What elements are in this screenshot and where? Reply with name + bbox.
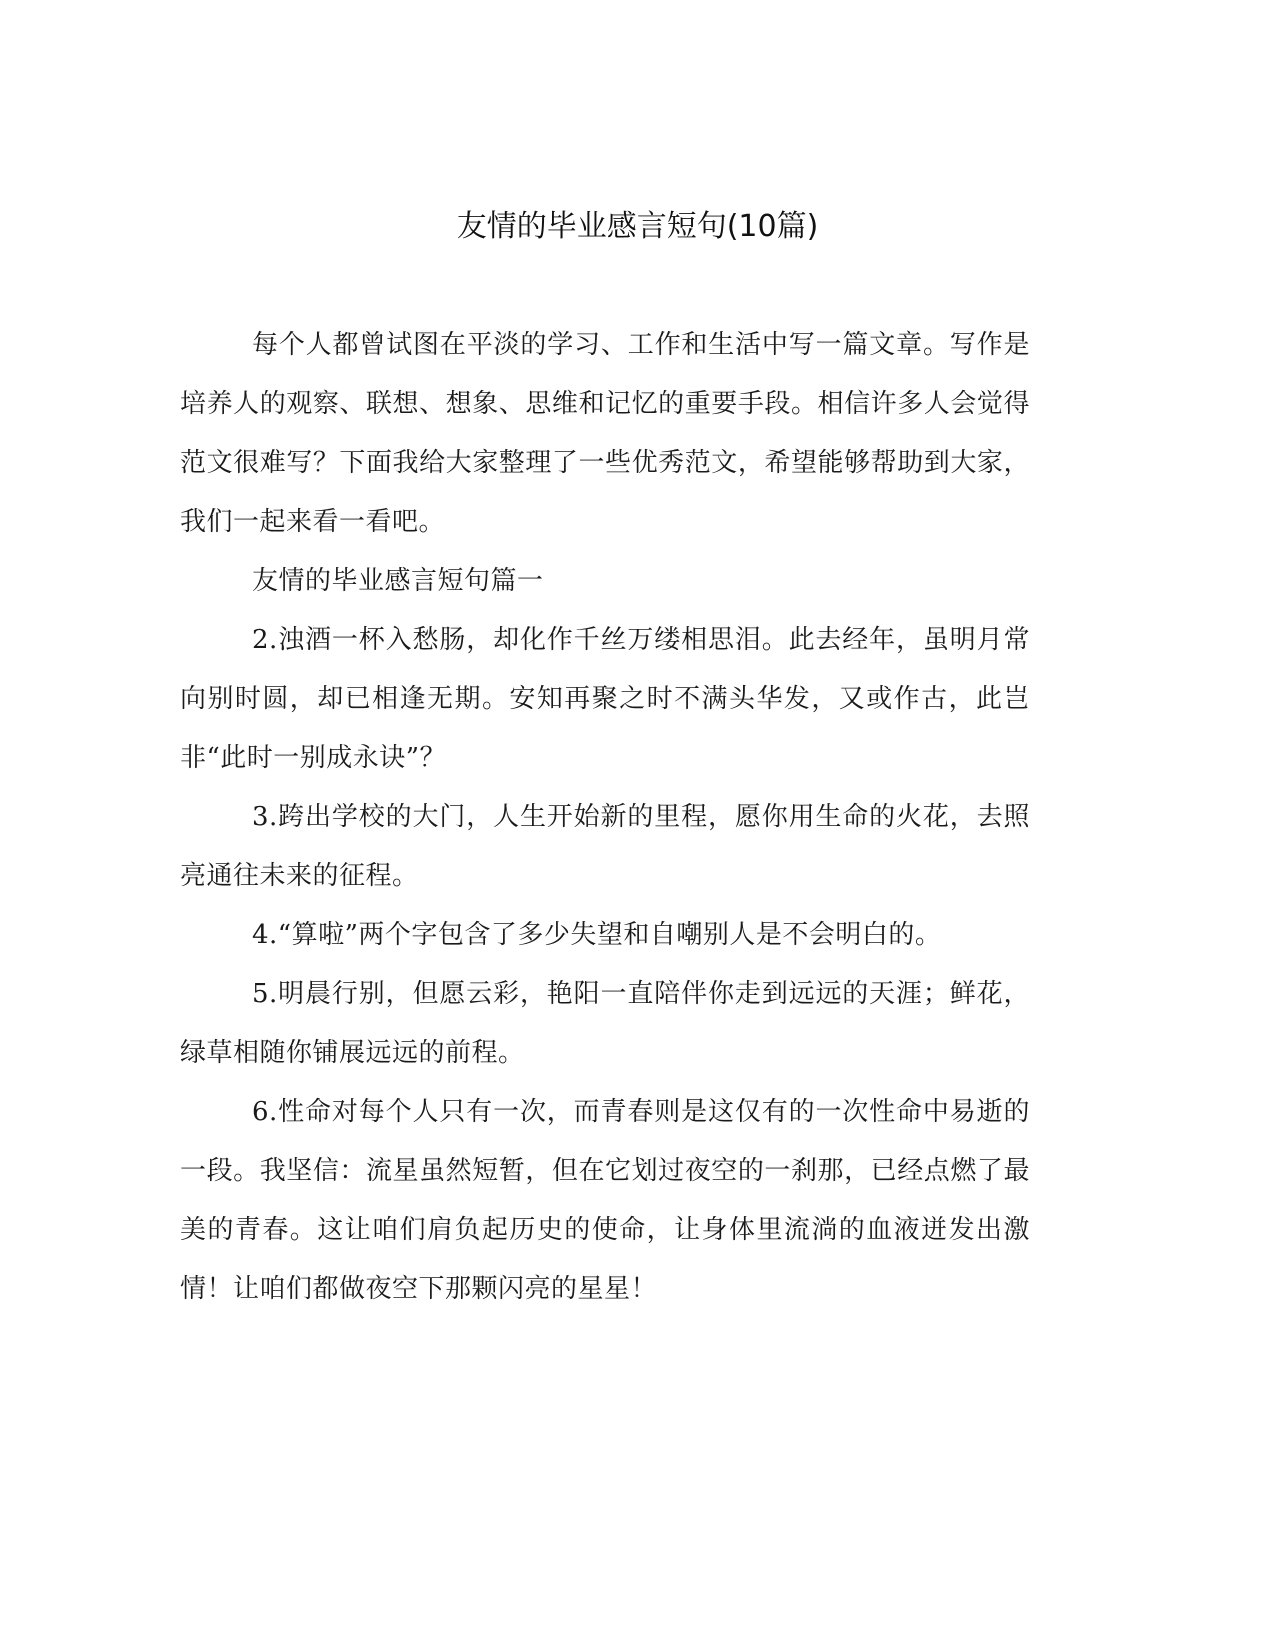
quote-paragraph-4: 4.“算啦”两个字包含了多少失望和自嘲别人是不会明白的。 xyxy=(252,920,942,950)
quote-paragraph-6: 6.性命对每个人只有一次，而青春则是这仅有的一次性命中易逝的一段。我坚信：流星虽然短暂，但在它划过夜空的一刹那，已经点燃了最美的青春。这让咱们肩负起历史的使命，让身体里流淌的血液迸发出激情！让咱们都做夜空下那颗闪亮的星星！ xyxy=(180,1097,1030,1304)
quote-paragraph-5: 5.明晨行别，但愿云彩，艳阳一直陪伴你走到远远的天涯；鲜花，绿草相随你铺展远远的前程。 xyxy=(180,979,1030,1068)
quote-paragraph-3: 3.跨出学校的大门，人生开始新的里程，愿你用生命的火花，去照亮通往未来的征程。 xyxy=(180,802,1030,891)
intro-paragraph: 每个人都曾试图在平淡的学习、工作和生活中写一篇文章。写作是培养人的观察、联想、想象、思维和记忆的重要手段。相信许多人会觉得范文很难写？下面我给大家整理了一些优秀范文，希望能够帮助到大家，我们一起来看一看吧。 xyxy=(180,330,1030,537)
section-heading: 友情的毕业感言短句篇一 xyxy=(252,566,544,596)
quote-paragraph-2: 2.浊酒一杯入愁肠，却化作千丝万缕相思泪。此去经年，虽明月常向别时圆，却已相逢无期。安知再聚之时不满头华发，又或作古，此岂非“此时一别成永诀”？ xyxy=(180,625,1030,773)
document-title: 友情的毕业感言短句(10篇) xyxy=(456,209,819,244)
document-body xyxy=(180,316,1030,1319)
